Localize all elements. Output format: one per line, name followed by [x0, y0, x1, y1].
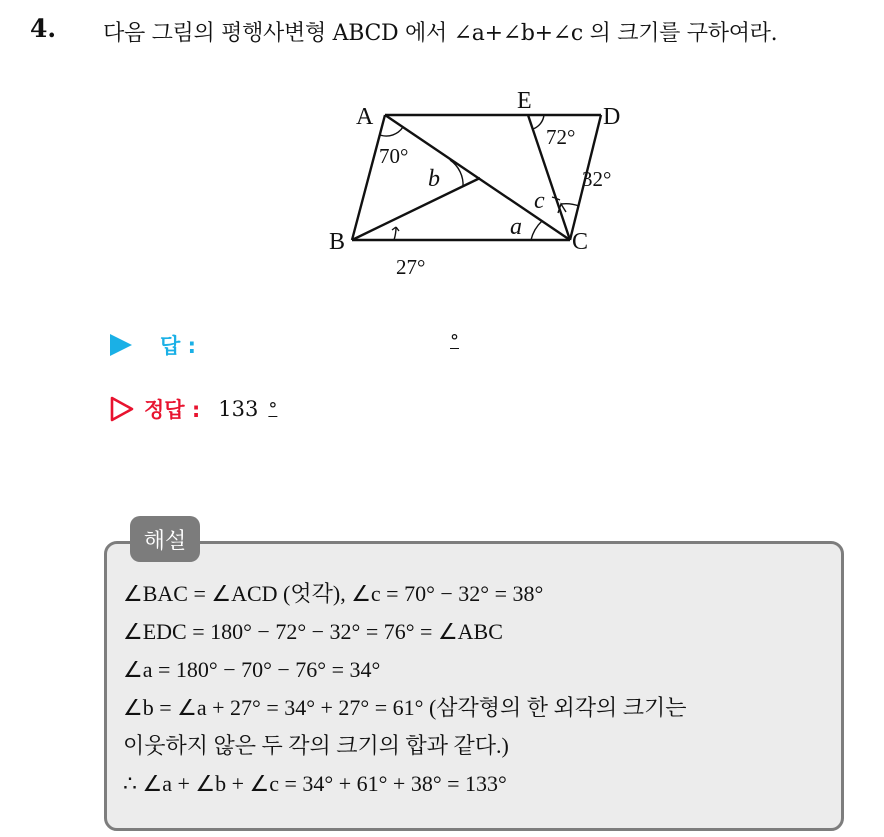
- correct-answer-row: [110, 394, 277, 424]
- figure-svg: [320, 82, 650, 282]
- question-text: 다음 그림의 평행사변형 ABCD 에서 ∠a+∠b+∠c 의 크기를 구하여라.: [103, 21, 778, 46]
- label-point-b: B: [329, 229, 346, 255]
- label-70-degrees: 70°: [379, 144, 409, 168]
- label-angle-b: b: [428, 166, 440, 192]
- correct-answer-unit: °: [268, 398, 278, 420]
- solution-line-1: ∠BAC = ∠ACD (엇각), ∠c = 70° − 32° = 38°: [123, 581, 544, 606]
- arc-a: [531, 221, 542, 240]
- correct-answer-label: 정답 :: [144, 398, 201, 422]
- solution-line-6: ∴ ∠a + ∠b + ∠c = 34° + 61° + 38° = 133°: [123, 771, 507, 796]
- answer-arrow-icon: [110, 334, 132, 356]
- correct-arrow-icon: [110, 396, 134, 422]
- label-angle-c: c: [534, 188, 545, 214]
- label-point-e: E: [517, 88, 532, 114]
- side-ab: [352, 115, 385, 240]
- label-32-degrees: 32°: [582, 167, 612, 191]
- arc-32: [561, 204, 579, 206]
- label-72-degrees: 72°: [546, 125, 576, 149]
- solution-line-3: ∠a = 180° − 70° − 76° = 34°: [123, 657, 381, 682]
- answer-row: [110, 330, 459, 360]
- solution-text: [123, 575, 687, 803]
- solution-line-5: 이웃하지 않은 두 각의 크기의 합과 같다.): [123, 733, 509, 758]
- answer-unit: °: [450, 331, 459, 352]
- solution-line-4: ∠b = ∠a + 27° = 34° + 27° = 61° (삼각형의 한 외각의 크기는: [123, 695, 687, 720]
- label-point-d: D: [603, 104, 621, 130]
- solution-line-2: ∠EDC = 180° − 72° − 32° = 76° = ∠ABC: [123, 619, 503, 644]
- label-27-degrees: 27°: [396, 255, 426, 279]
- parallelogram-figure: [320, 82, 650, 282]
- arc-70: [380, 127, 403, 136]
- arc-72: [533, 115, 544, 129]
- label-point-c: C: [572, 229, 589, 255]
- diagonal-ac: [385, 115, 570, 240]
- label-angle-a: a: [510, 214, 522, 240]
- answer-label: 답 :: [160, 334, 196, 358]
- question-number: 4.: [30, 14, 57, 43]
- correct-answer-value: 133: [218, 397, 259, 421]
- solution-tab: 해설: [130, 516, 200, 562]
- label-point-a: A: [356, 104, 374, 130]
- segment-b: [352, 178, 480, 240]
